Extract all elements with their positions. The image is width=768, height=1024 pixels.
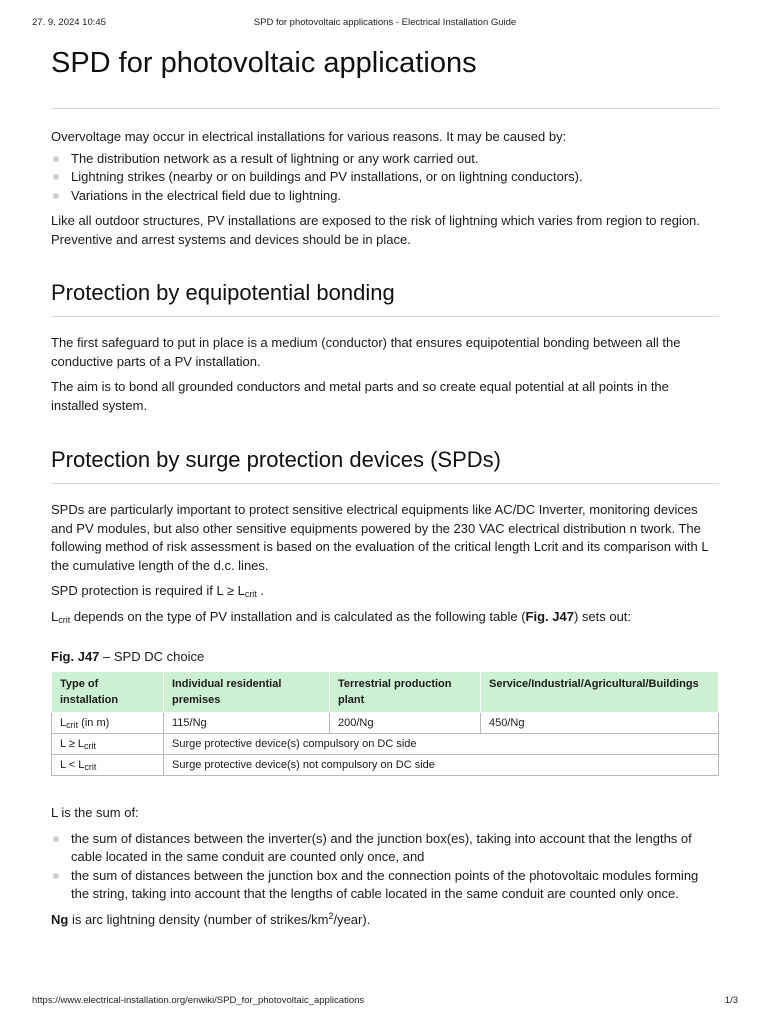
table-cell: 200/Ng [330,713,481,734]
list-item: the sum of distances between the junction box and the connection points of the photovoltaic modules forming the string, taking into account that the lengths of cable located in the same conduit are counted only once. [51,867,719,904]
ng-definition: Ng is arc lightning density (number of strikes/$km^2/year$). [51,910,371,927]
print-date: 27. 9. 2024 10:45 [32,17,106,28]
spd-requirement: SPD protection is required if $L \ge L_{crit}$ . [51,583,265,599]
bullet-icon [53,174,59,180]
table-cell: 115/Ng [164,713,330,734]
print-url: https://www.electrical-installation.org/enwiki/SPD_for_photovoltaic_applications [32,995,365,1006]
bullet-icon [53,156,59,162]
bullet-icon [53,836,59,842]
bullet-icon [53,873,59,879]
l-sum-intro: L is the sum of: [51,805,139,820]
print-header [32,17,738,31]
table-row [52,755,719,776]
list-item: the sum of distances between the inverter(s) and the junction box(es), taking into account that the lengths of cable located in the same conduit are counted only once, and [51,830,719,867]
heading-equipotential-bonding: Protection by equipotential bonding [51,279,719,317]
column-header: Individual residential premises [164,672,330,713]
page-title: SPD for photovoltaic applications [51,44,719,109]
table-row [52,713,719,734]
spd-paragraph: SPDs are particularly important to protect sensitive electrical equipments like AC/DC Inverter, monitoring devices and PV modules, but also other sensitive equipments powered by the 230 VAC electrical distribution n twork. The following method of risk assessment is based on the evaluation of the critical length Lcrit and its comparison with L the cumulative length of the d.c. lines. [51,502,709,573]
pv-risk-paragraph: Like all outdoor structures, PV installations are exposed to the risk of lightning which varies from region to region. Preventive and arrest systems and devices should be in place. [51,213,700,247]
column-header: Service/Industrial/Agricultural/Buildings [481,672,719,713]
table-row [52,734,719,755]
spd-dc-choice-table [51,671,719,776]
table-cell: $L < L_{crit}$ [52,755,164,776]
column-header: Terrestrial production plant [330,672,481,713]
table-cell: $L_{crit}$ (in m) [52,713,164,734]
heading-surge-protection: Protection by surge protection devices (SPDs) [51,446,719,484]
print-page-number: 1/3 [724,995,738,1006]
figure-caption: Fig. J47 – SPD DC choice [51,649,205,664]
table-header-row [52,672,719,713]
print-page-title: SPD for photovoltaic applications - Electrical Installation Guide [253,17,517,28]
list-item: The distribution network as a result of lightning or any work carried out. [51,150,719,169]
bonding-paragraph-1: The first safeguard to put in place is a medium (conductor) that ensures equipotential bonding between all the conductive parts of a PV installation. [51,335,681,369]
list-item: Lightning strikes (nearby or on buildings and PV installations, or on lightning conductors). [51,168,719,187]
l-sum-list [51,830,719,904]
bonding-paragraph-2: The aim is to bond all grounded conductors and metal parts and so create equal potential at all points in the installed system. [51,379,669,413]
print-footer [32,995,738,1009]
figure-reference: Fig. J47 [525,608,574,624]
overvoltage-causes-list [51,150,719,206]
table-cell: $L \ge L_{crit}$ [52,734,164,755]
article [51,44,719,929]
column-header: Type of installation [52,672,164,713]
bullet-icon [53,193,59,199]
lcrit-dependency: $L_{crit}$ depends on the type of PV installation and is calculated as the following table (Fig. J47) sets out: [51,608,632,625]
table-cell: 450/Ng [481,713,719,734]
intro-paragraph: Overvoltage may occur in electrical installations for various reasons. It may be caused by: [51,129,567,144]
table-cell: Surge protective device(s) compulsory on DC side [164,734,719,755]
table-cell: Surge protective device(s) not compulsory on DC side [164,755,719,776]
list-item: Variations in the electrical field due to lightning. [51,187,719,206]
